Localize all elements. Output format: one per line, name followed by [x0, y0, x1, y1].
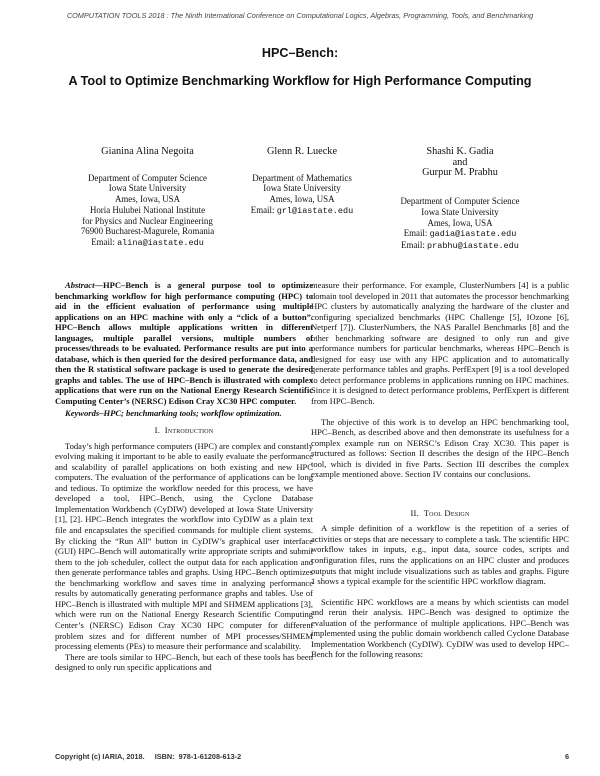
- affiliation-line: Department of Mathematics: [252, 172, 352, 183]
- section-title: Tool Design: [423, 507, 470, 518]
- author-name: Gurpur M. Prabhu: [422, 167, 498, 179]
- section-gap: [311, 480, 569, 501]
- author-name: Gianina Alina Negoita: [101, 146, 194, 157]
- abstract: [55, 280, 313, 407]
- abstract-lead: Abstract: [65, 280, 95, 290]
- affiliation-line: Ames, Iowa, USA: [269, 194, 335, 205]
- email-label: Email:: [91, 236, 118, 247]
- body-paragraph: A simple definition of a workflow is the repetition of a series of activities or steps that are necessary to complete a task. The scientific HPC workflow takes in inputs, e.g., input data, source codes, scripts and configuration files, runs the applications on an HPC cluster and produces outputs that might include visualizations such as tables and graphs. Figure 1 shows a typical example for the scientific HPC workflow diagram.: [311, 523, 569, 587]
- author-affiliation: [370, 196, 550, 252]
- affiliation-line: for Physics and Nuclear Engineering: [82, 215, 213, 226]
- right-column: [311, 280, 569, 660]
- email-address[interactable]: alina@iastate.edu: [117, 237, 204, 248]
- body-paragraph: Today’s high performance computers (HPC) are complex and constantly evolving making it important to be able to easily evaluate the performance and scalability of parallel applications on both existing and new HPC computers. The evaluation of the performance of applications can be long and tedious. To optimize the workflow needed for this process, we have developed a tool, HPC–Bench, using the Cyclone Database Implementation Workbench (CyDIW) developed at Iowa State University [1], [2]. HPC–Bench integrates the workflow into CyDIW as a plain text file and encapsulates the specified commands for multiple client systems. By clicking the “Run All” button in CyDIW’s graphical user interface (GUI) HPC–Bench will automatically write appropriate scripts and submit them to the job scheduler, collect the output data for each application and then generate performance tables and graphs. Using HPC–Bench optimizes the benchmarking workflow and saves time in analyzing performance results by automatically generating performance graphs and tables. Use of HPC–Bench is illustrated with multiple MPI and SHMEM applications [3], which were run on the National Energy Research Scientific Computing Center’s (NERSC) Edison Cray XC30 HPC computer for different problem sizes and for different number of MPI processes/SHMEM processing elements (PEs) to measure their performance and scalability.: [55, 440, 313, 652]
- affiliation-line: Department of Computer Science: [87, 172, 208, 183]
- body-paragraph: measure their performance. For example, ClusterNumbers [4] is a public domain tool developed in 2011 that automates the processor benchmarking HPC clusters by automatically analyzing the hardware of the cluster and configuring specialized benchmarks (HPC Challenge [5], IOzone [6], Netperf [7]). ClusterNumbers, the NAS Parallel Benchmarks [8] and the other benchmarking software are designed to only run and give performance numbers for particular benchmarks, whereas HPC–Bench is designed for easy use with any HPC application and to automatically generate performance tables and graphs. PerfExpert [9] is a tool developed to detect performance problems in applications running on HPC machines. Since it is designed to detect performance problems, PerfExpert is different from HPC–Bench.: [311, 280, 569, 407]
- abstract-text: —HPC–Bench is a general purpose tool to optimize benchmarking workflow for high performance computing (HPC) to aid in the efficient evaluation of performance using multiple applications on an HPC machine with only a “click of a button”. HPC–Bench allows multiple applications written in different languages, multiple parallel versions, multiple numbers of processes/threads to be evaluated. Performance results are put into a database, which is then queried for the desired performance data, and then the R statistical software package is used to generate the desired graphs and tables. The use of HPC–Bench is illustrated with complex applications that were run on the National Energy Research Scientific Computing Center’s (NERSC) Edison Cray XC30 HPC computer.: [55, 280, 313, 407]
- email-address[interactable]: gadia@iastate.edu: [429, 229, 517, 240]
- section-number: II.: [410, 507, 419, 518]
- affiliation-line: Iowa State University: [263, 183, 341, 194]
- page-number: 6: [564, 752, 569, 761]
- email-label: Email:: [403, 228, 430, 239]
- email-label: Email:: [401, 239, 428, 250]
- affiliation-line: Department of Computer Science: [400, 196, 520, 207]
- author-affiliation: [232, 173, 372, 217]
- section-heading-introduction: [55, 425, 313, 436]
- body-paragraph: There are tools similar to HPC–Bench, but each of these tools has been designed to only run specific applications and: [55, 651, 313, 673]
- running-head: COMPUTATION TOOLS 2018 : The Ninth International Conference on Computational Logics, Algebras, Programming, Tools, and Benchmarking: [66, 11, 534, 20]
- affiliation-line: Horia Hulubei National Institute: [89, 204, 206, 215]
- author-email: [232, 205, 372, 217]
- keywords: Keywords–HPC; benchmarking tools; workflow optimization.: [65, 407, 282, 418]
- section-title: Introduction: [164, 425, 214, 436]
- title-line-1: HPC–Bench:: [261, 46, 339, 60]
- author-email: [370, 240, 550, 252]
- email-label: Email:: [250, 204, 277, 215]
- author-name: Shashi K. Gadia: [426, 146, 494, 157]
- affiliation-line: 76900 Bucharest-Magurele, Romania: [80, 226, 215, 237]
- affiliation-line: Ames, Iowa, USA: [427, 217, 493, 228]
- author-block-3: [370, 147, 550, 252]
- section-heading-tool-design: [311, 508, 569, 519]
- author-block-2: [232, 147, 372, 217]
- author-block-1: [40, 147, 255, 249]
- copyright-isbn: Copyright (c) IARIA, 2018. ISBN: 978-1-61208-613-2: [55, 752, 242, 761]
- email-address[interactable]: prabhu@iastate.edu: [427, 240, 519, 251]
- paragraph-gap: [311, 407, 569, 417]
- author-email: [370, 228, 550, 240]
- email-address[interactable]: grl@iastate.edu: [276, 205, 354, 216]
- affiliation-line: Iowa State University: [108, 183, 187, 194]
- paragraph-gap: [311, 587, 569, 597]
- page-footer: [55, 752, 569, 761]
- author-email: [40, 237, 255, 249]
- paper-title: [0, 44, 600, 90]
- body-paragraph: Scientific HPC workflows are a means by which scientists can model and rerun their analysis. HPC–Bench was designed to optimize the evaluation of the performance of multiple applications. HPC–Bench was implemented using the public domain workbench called Cyclone Database Implementation Workbench (CyDIW). CyDIW was used to develop HPC–Bench for the following reasons:: [311, 596, 569, 660]
- author-affiliation: [40, 173, 255, 249]
- title-line-2: A Tool to Optimize Benchmarking Workflow for High Performance Computing: [68, 74, 532, 88]
- left-column: [55, 280, 313, 673]
- affiliation-line: Iowa State University: [421, 206, 499, 217]
- body-paragraph: The objective of this work is to develop an HPC benchmarking tool, HPC–Bench, as described above and then demonstrate its usefulness for a complex example run on NERSC’s Edison Cray XC30. This paper is structured as follows: Section II describes the design of the HPC–Bench tool, which is divided in five Parts. Section III describes the complex example mentioned above. Section IV contains our conclusions.: [311, 416, 569, 480]
- author-name-conjunction: and: [452, 156, 468, 168]
- affiliation-line: Ames, Iowa, USA: [114, 194, 181, 205]
- author-name: Glenn R. Luecke: [266, 146, 338, 157]
- section-number: I.: [154, 425, 161, 436]
